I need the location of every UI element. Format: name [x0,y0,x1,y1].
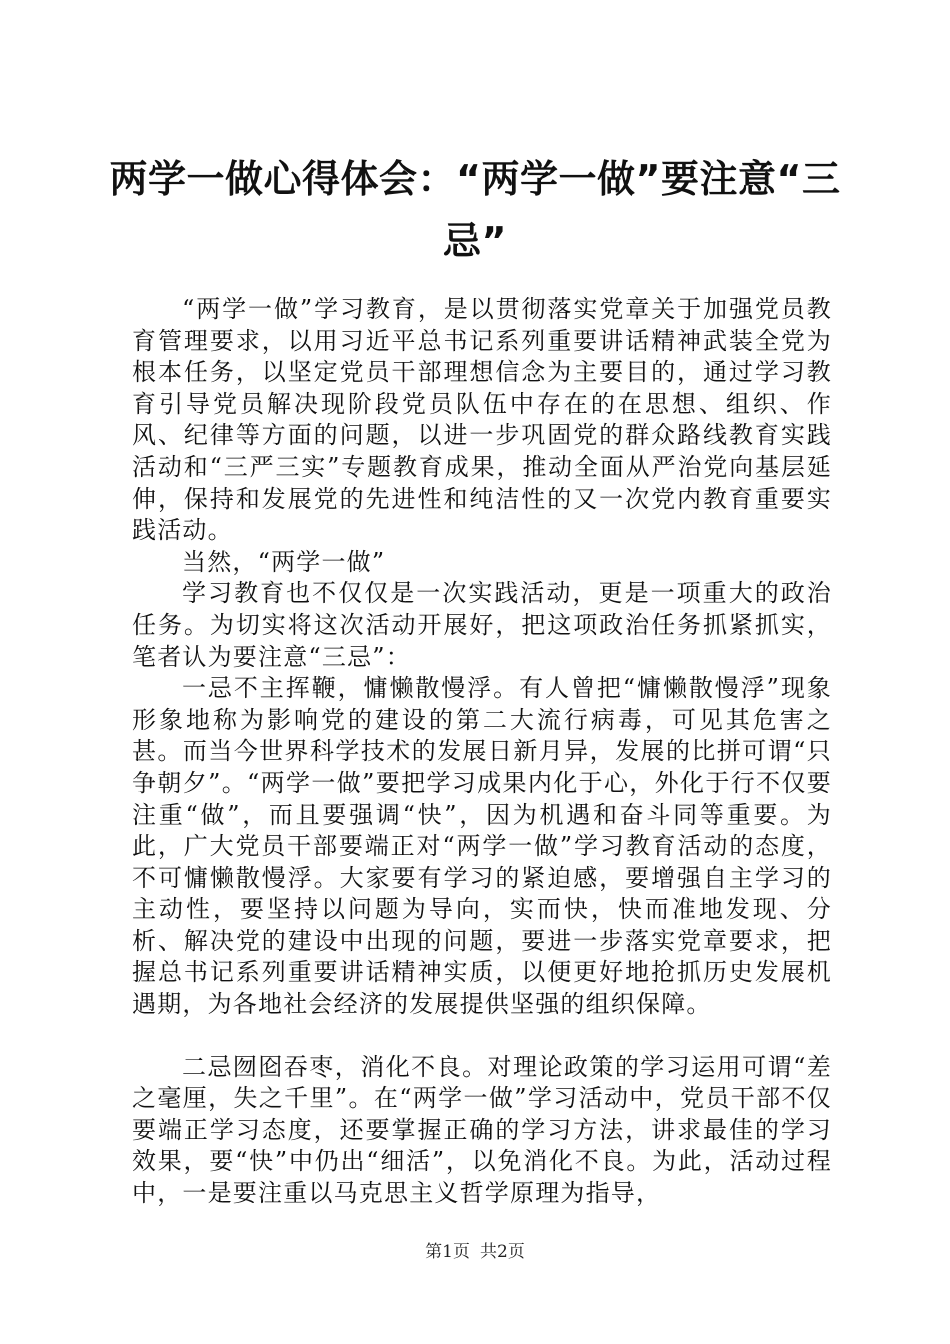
page-number: 第1页 [425,1242,470,1262]
paragraph-first-taboo: 一忌不主挥鞭，慵懒散慢浮。有人曾把“慵懒散慢浮”现象形象地称为影响党的建设的第二大流行病毒，可见其危害之甚。而当今世界科学技术的发展日新月异，发展的比拼可谓“只争朝夕”。“两学一做”要把学习成果内化于心，外化于行不仅要注重“做”，而且要强调“快”，因为机遇和奋斗同等重要。为此，广大党员干部要端正对“两学一做”学习教育活动的态度，不可慵懒散慢浮。大家要有学习的紧迫感，要增强自主学习的主动性，要坚持以问题为导向，实而快，快而准地发现、分析、解决党的建设中出现的问题，要进一步落实党章要求，把握总书记系列重要讲话精神实质，以便更好地抢抓历史发展机遇期，为各地社会经济的发展提供坚强的组织保障。 [132,674,832,1019]
paragraph-three-taboos: 学习教育也不仅仅是一次实践活动，更是一项重大的政治任务。为切实将这次活动开展好，把这项政治任务抓紧抓实，笔者认为要注意“三忌”： [132,579,832,671]
page-total: 共2页 [480,1242,525,1262]
document-title: 两学一做心得体会：“两学一做”要注意“三忌” [109,157,841,263]
paragraph-transition: 当然，“两学一做” [182,547,386,576]
page-footer [0,1240,950,1264]
paragraph-second-taboo: 二忌囫囵吞枣，消化不良。对理论政策的学习运用可谓“差之毫厘，失之千里”。在“两学一做”学习活动中，党员干部不仅要端正学习态度，还要掌握正确的学习方法，讲求最佳的学习效果，要“快”中仍出“细活”，以免消化不良。为此，活动过程中，一是要注重以马克思主义哲学原理为指导， [132,1052,832,1208]
document-body [132,294,832,1210]
paragraph-intro: “两学一做”学习教育，是以贯彻落实党章关于加强党员教育管理要求，以用习近平总书记系列重要讲话精神武装全党为根本任务，以坚定党员干部理想信念为主要目的，通过学习教育引导党员解决现阶段党员队伍中存在的在思想、组织、作风、纪律等方面的问题，以进一步巩固党的群众路线教育实践活动和“三严三实”专题教育成果，推动全面从严治党向基层延伸，保持和发展党的先进性和纯洁性的又一次党内教育重要实践活动。 [132,295,832,545]
